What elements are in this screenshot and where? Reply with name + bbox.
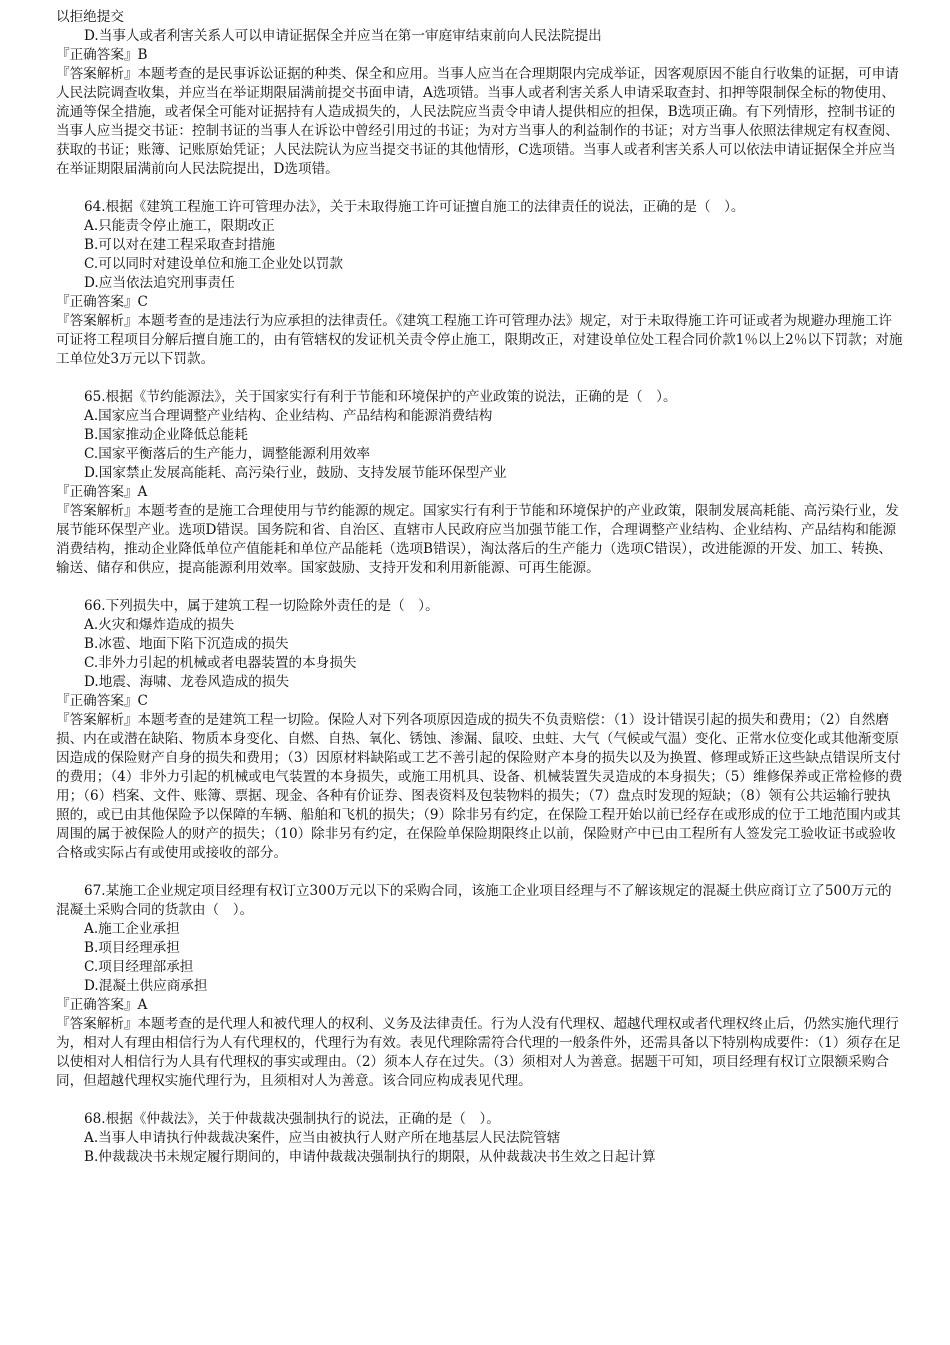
question-68: [56, 1110, 904, 1167]
question-title: 66.下列损失中，属于建筑工程一切险除外责任的是（ ）。: [84, 598, 439, 614]
option-d: D.地震、海啸、龙卷风造成的损失: [84, 674, 290, 690]
intro-answer: 『正确答案』B: [56, 47, 148, 63]
option-b: B.项目经理承担: [84, 940, 180, 956]
option-c: C.项目经理部承担: [84, 959, 194, 975]
option-b: B.国家推动企业降低总能耗: [84, 427, 248, 443]
answer-analysis: 『答案解析』本题考查的是违法行为应承担的法律责任。《建筑工程施工许可管理办法》规定，对于未取得施工许可证或者为规避办理施工许可证将工程项目分解后擅自施工的，由有管辖权的发证机关责令停止施工，限期改正，对建设单位处工程合同价款1％以上2％以下罚款；对施工单位处3万元以下罚款。: [56, 313, 903, 367]
correct-answer: 『正确答案』A: [56, 997, 148, 1013]
option-b: B.仲裁裁决书未规定履行期间的，申请仲裁裁决强制执行的期限，从仲裁裁决书生效之日起计算: [84, 1149, 656, 1165]
question-title: 64.根据《建筑工程施工许可管理办法》，关于未取得施工许可证擅自施工的法律责任的说法，正确的是（ ）。: [84, 199, 745, 215]
option-a: A.当事人申请执行仲裁裁决案件，应当由被执行人财产所在地基层人民法院管辖: [84, 1130, 561, 1146]
intro-analysis: 『答案解析』本题考查的是民事诉讼证据的种类、保全和应用。当事人应当在合理期限内完成举证，因客观原因不能自行收集的证据，可申请人民法院调查收集，并应当在举证期限届满前提交书面申请，A选项错。当事人或者利害关系人申请采取查封、扣押等限制保全标的物使用、流通等保全措施，或者保全可能对证据持有人造成损失的，人民法院应当责令申请人提供相应的担保，B选项正确。有下列情形，控制书证的当事人应当提交书证：控制书证的当事人在诉讼中曾经引用过的书证；为对方当事人的利益制作的书证；对方当事人依照法律规定有权查阅、获取的书证；账簿、记账原始凭证；人民法院认为应当提交书证的其他情形，C选项错。当事人或者利害关系人可以依法申请证据保全并应当在举证期限届满前向人民法院提出，D选项错。: [56, 66, 899, 177]
correct-answer: 『正确答案』A: [56, 484, 148, 500]
answer-analysis: 『答案解析』本题考查的是建筑工程一切险。保险人对下列各项原因造成的损失不负责赔偿：（1）设计错误引起的损失和费用；（2）自然磨损、内在或潜在缺陷、物质本身变化、自燃、自热、氧化、锈蚀、渗漏、鼠咬、虫蛀、大气（气候或气温）变化、正常水位变化或其他渐变原因造成的保险财产自身的损失和费用；（3）因原材料缺陷或工艺不善引起的保险财产本身的损失以及为换置、修理或矫正这些缺点错误所支付的费用；（4）非外力引起的机械或电气装置的本身损失，或施工用机具、设备、机械装置失灵造成的本身损失；（5）维修保养或正常检修的费用；（6）档案、文件、账簿、票据、现金、各种有价证券、图表资料及包装物料的损失；（7）盘点时发现的短缺；（8）领有公共运输行驶执照的，或已由其他保险予以保障的车辆、船舶和飞机的损失；（9）除非另有约定，在保险工程开始以前已经存在或形成的位于工地范围内或其周围的属于被保险人的财产的损失；（10）除非另有约定，在保险单保险期限终止以前，保险财产中已由工程所有人签发完工验收证书或验收合格或实际占有或使用或接收的部分。: [56, 712, 903, 861]
option-a: A.只能责令停止施工，限期改正: [84, 218, 275, 234]
option-c: C.可以同时对建设单位和施工企业处以罚款: [84, 256, 343, 272]
answer-analysis: 『答案解析』本题考查的是施工合理使用与节约能源的规定。国家实行有利于节能和环境保护的产业政策，限制发展高耗能、高污染行业，发展节能环保型产业。选项D错误。国务院和省、自治区、直辖市人民政府应当加强节能工作，合理调整产业结构、企业结构、产品结构和能源消费结构，推动企业降低单位产值能耗和单位产品能耗（选项B错误），淘汰落后的生产能力（选项C错误），改进能源的开发、加工、转换、输送、储存和供应，提高能源利用效率。国家鼓励、支持开发和利用新能源、可再生能源。: [56, 503, 899, 576]
document-page: [56, 8, 904, 1167]
question-67: [56, 882, 904, 1091]
question-66: [56, 597, 904, 863]
question-65: [56, 388, 904, 578]
option-b: B.冰雹、地面下陷下沉造成的损失: [84, 636, 289, 652]
intro-option-d: D.当事人或者利害关系人可以申请证据保全并应当在第一审庭审结束前向人民法院提出: [84, 28, 602, 44]
question-title: 65.根据《节约能源法》，关于国家实行有利于节能和环境保护的产业政策的说法，正确的是（ ）。: [84, 389, 677, 405]
option-a: A.国家应当合理调整产业结构、企业结构、产品结构和能源消费结构: [84, 408, 493, 424]
option-c: C.非外力引起的机械或者电器装置的本身损失: [84, 655, 357, 671]
correct-answer: 『正确答案』C: [56, 693, 148, 709]
option-d: D.国家禁止发展高能耗、高污染行业，鼓励、支持发展节能环保型产业: [84, 465, 507, 481]
option-a: A.火灾和爆炸造成的损失: [84, 617, 235, 633]
option-a: A.施工企业承担: [84, 921, 180, 937]
option-c: C.国家平衡落后的生产能力，调整能源利用效率: [84, 446, 371, 462]
correct-answer: 『正确答案』C: [56, 294, 148, 310]
intro-continuation: 以拒绝提交: [56, 9, 124, 25]
answer-analysis: 『答案解析』本题考查的是代理人和被代理人的权利、义务及法律责任。行为人没有代理权、超越代理权或者代理权终止后，仍然实施代理行为，相对人有理由相信行为人有代理权的，代理行为有效。表见代理除需符合代理的一般条件外，还需具备以下特别构成要件：（1）须存在足以使相对人相信行为人具有代理权的事实或理由。（2）须本人存在过失。（3）须相对人为善意。据题干可知，项目经理有权订立限额采购合同，但超越代理权实施代理行为，且须相对人为善意。该合同应构成表见代理。: [56, 1016, 901, 1089]
question-title: 67.某施工企业规定项目经理有权订立300万元以下的采购合同，该施工企业项目经理与不了解该规定的混凝土供应商订立了500万元的混凝土采购合同的货款由（ ）。: [56, 883, 892, 918]
option-d: D.混凝土供应商承担: [84, 978, 208, 994]
option-d: D.应当依法追究刑事责任: [84, 275, 235, 291]
question-title: 68.根据《仲裁法》，关于仲裁裁决强制执行的说法，正确的是（ ）。: [84, 1111, 500, 1127]
option-b: B.可以对在建工程采取查封措施: [84, 237, 276, 253]
question-64: [56, 198, 904, 369]
